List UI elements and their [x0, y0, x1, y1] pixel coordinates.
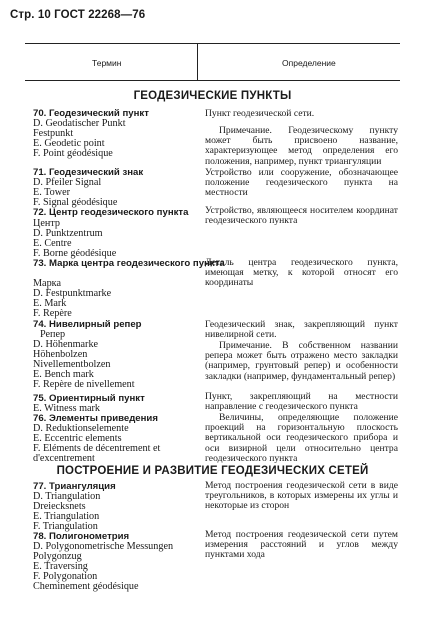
- term-line: F. Eléments de décentrement et: [33, 443, 161, 454]
- term-title: 74. Нивелирный репер: [33, 319, 142, 330]
- term-line: D. Festpunktmarke: [33, 288, 112, 299]
- term-line: Cheminement géodésique: [33, 581, 139, 592]
- column-divider-header: [197, 43, 198, 80]
- term-title: 76. Элементы приведения: [33, 413, 158, 424]
- section-title-networks: ПОСТРОЕНИЕ И РАЗВИТИЕ ГЕОДЕЗИЧЕСКИХ СЕТЕЙ: [56, 465, 369, 477]
- term-line: D. Geodatischer Punkt: [33, 118, 126, 129]
- term-line: Höhenbolzen: [33, 349, 88, 360]
- term-line: F. Signal géodésique: [33, 197, 118, 208]
- term-line: E. Eccentric elements: [33, 433, 122, 444]
- definition-73: Деталь центра геодезического пункта, имеющая метку, к которой относят его координаты: [205, 257, 398, 289]
- term-line: F. Point géodésique: [33, 148, 113, 159]
- definition-72: Устройство, являющееся носителем координат геодезического пункта: [205, 205, 398, 227]
- term-title: 71. Геодезический знак: [33, 167, 144, 178]
- term-line: F. Triangulation: [33, 521, 98, 532]
- column-header-term: Термин: [92, 58, 122, 68]
- term-line: E. Geodetic point: [33, 138, 105, 149]
- definition-75: Пункт, закрепляющий на местности направление с геодезического пункта: [205, 391, 398, 413]
- definition-78: Метод построения геодезической сети путем измерения расстояний и углов между пунктами хода: [205, 529, 398, 561]
- definition-77: Метод построения геодезической сети в виде треугольников, в которых измерены их углы и некоторые из сторон: [205, 480, 398, 512]
- term-line: Марка: [33, 278, 61, 289]
- definition-70: Пункт геодезической сети.: [205, 108, 315, 119]
- term-line: d'excentrement: [33, 453, 95, 464]
- term-line: E. Traversing: [33, 561, 88, 572]
- term-line: D. Triangulation: [33, 491, 101, 502]
- term-line: F. Repère de nivellement: [33, 379, 135, 390]
- term-line: D. Höhenmarke: [33, 339, 99, 350]
- note-70: Примечание. Геодезическому пункту может быть присвоено название, характеризующее метод определения его положения, например, пункт триангуляции: [205, 125, 398, 167]
- term-title: 75. Ориентирный пункт: [33, 393, 145, 404]
- term-line: D. Polygonometrische Messungen: [33, 541, 174, 552]
- term-title: 77. Триангуляция: [33, 481, 116, 492]
- section-title-geodetic-points: ГЕОДЕЗИЧЕСКИЕ ПУНКТЫ: [133, 90, 292, 102]
- term-line: Festpunkt: [33, 128, 74, 139]
- table-top-rule: [25, 43, 400, 44]
- term-line: D. Reduktionselemente: [33, 423, 129, 434]
- term-line: Центр: [33, 218, 61, 229]
- term-title: 72. Центр геодезического пункта: [33, 207, 189, 218]
- term-line: E. Bench mark: [33, 369, 94, 380]
- term-line: D. Punktzentrum: [33, 228, 103, 239]
- term-title: 78. Полигонометрия: [33, 531, 130, 542]
- term-line: Nivellementbolzen: [33, 359, 111, 370]
- definition-76: Величины, определяющие положение проекций на горизонтальную плоскость вертикальной оси геодезического прибора и оси визирной цели относительно центра геодезического пункта: [205, 412, 398, 464]
- definition-74: Геодезический знак, закрепляющий пункт нивелирной сети.: [205, 319, 398, 341]
- column-header-definition: Определение: [282, 58, 336, 68]
- definition-71: Устройство или сооружение, обозначающее положение геодезического пункта на местности: [205, 167, 398, 199]
- term-line: E. Centre: [33, 238, 72, 249]
- page-header: Стр. 10 ГОСТ 22268—76: [10, 9, 146, 21]
- note-74: Примечание. В собственном названии репера может быть отражено место закладки (например, грунтовый репер) и особенности закладки (например, фундаментальный репер): [205, 340, 398, 382]
- term-line: E. Witness mark: [33, 403, 101, 414]
- term-line: E. Tower: [33, 187, 71, 198]
- term-line: F. Polygonation: [33, 571, 98, 582]
- term-line: E. Mark: [33, 298, 67, 309]
- term-line: F. Repère: [33, 308, 72, 319]
- term-line: Dreiecksnets: [33, 501, 86, 512]
- term-line: F. Borne géodésique: [33, 248, 117, 259]
- term-title: 73. Марка центра геодезического пункта: [33, 258, 225, 269]
- term-line: Репер: [40, 329, 66, 340]
- header-bottom-rule: [25, 80, 400, 81]
- term-line: Polygonzug: [33, 551, 82, 562]
- term-line: E. Triangulation: [33, 511, 100, 522]
- term-title: 70. Геодезический пункт: [33, 108, 149, 119]
- term-line: D. Pfeiler Signal: [33, 177, 102, 188]
